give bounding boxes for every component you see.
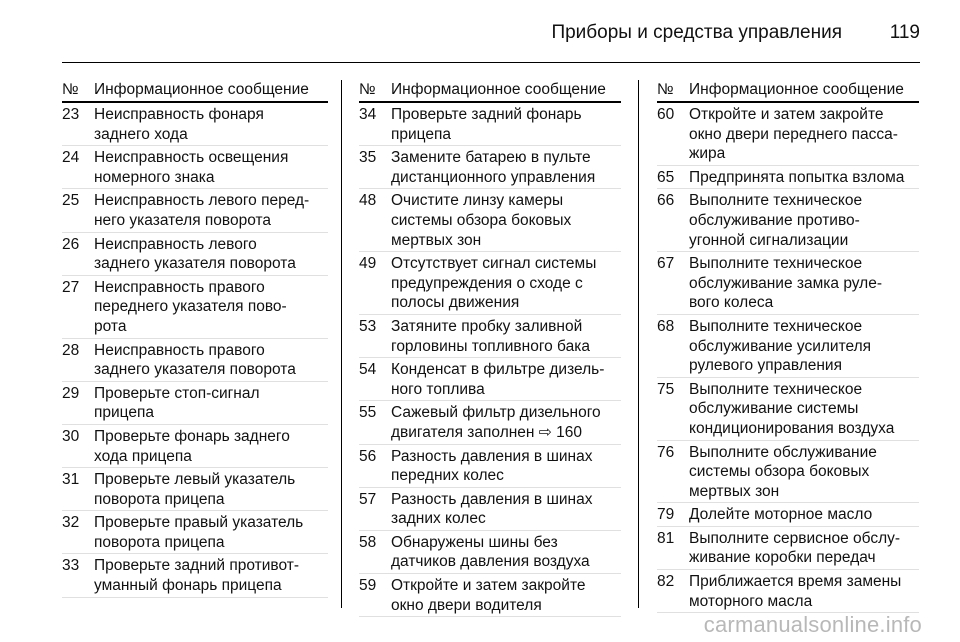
message-text-line: живание коробки передач [689,549,876,567]
header-message-label: Информационное сообщение [689,81,904,98]
message-text-line: системы обзора боковых [391,211,572,229]
table-row [62,382,328,425]
table-header-row [62,80,328,103]
message-text-line: Откройте и затем закройте [689,106,884,123]
header-number-label: № [359,81,376,98]
message-text [391,317,621,356]
message-text-line: Разность давления в шинах [391,447,593,465]
table-row [62,468,328,511]
message-text-line: заднего хода [94,125,188,143]
message-text [689,505,919,525]
message-text-line: поворота прицепа [94,490,225,508]
message-text-line: Проверьте задний противот- [94,557,300,575]
message-text-line: Выполните техническое [689,255,863,273]
message-number: 25 [62,192,80,210]
message-text-line: Предпринята попытка взлома [689,168,905,186]
message-text-line: Проверьте левый указатель [94,471,296,489]
message-text-line: Проверьте стоп-сигнал [94,384,260,402]
table-row [359,103,621,146]
message-number: 67 [657,255,675,273]
message-number: 33 [62,557,80,575]
message-text-line: Неисправность левого перед- [94,192,310,210]
message-text-line: вого колеса [689,294,774,312]
table-row [62,276,328,339]
header-divider [62,62,920,63]
message-text-line: заднего указателя поворота [94,361,296,379]
message-text-line: Неисправность правого [94,278,265,296]
message-text-line: хода прицепа [94,447,192,465]
message-number: 54 [359,361,377,379]
message-text-line: обслуживание усилителя [689,337,872,355]
table-row [62,103,328,146]
table-row [657,503,919,527]
message-text-line: уманный фонарь прицепа [94,577,282,595]
message-text [391,403,621,442]
message-text-line: рота [94,317,127,335]
message-text [689,105,919,164]
message-text-line: ного топлива [391,380,485,398]
message-number: 60 [657,106,675,123]
message-number: 24 [62,149,80,167]
table-row [62,233,328,276]
message-number: 59 [359,577,377,595]
table-row [359,401,621,444]
message-text-line: Очистите линзу камеры [391,192,564,210]
table-row [359,574,621,617]
table-row [657,103,919,166]
message-text-line: рулевого управления [689,357,842,375]
message-text-line: Проверьте правый указатель [94,514,304,532]
message-number: 28 [62,341,80,359]
table-row [359,358,621,401]
message-text-line: кондиционирования воздуха [689,419,895,437]
table-row [359,531,621,574]
message-number: 31 [62,471,80,489]
header-message-label: Информационное сообщение [94,81,309,98]
message-text [94,235,328,274]
message-table-column-3 [657,80,919,613]
table-row [359,252,621,315]
message-text-line: обслуживание замка руле- [689,274,883,292]
message-number: 34 [359,106,377,123]
message-text [94,278,328,337]
message-text-line: задних колес [391,510,486,528]
table-header-row [359,80,621,103]
message-text [391,447,621,486]
message-text-line: Неисправность левого [94,235,257,253]
message-table-column-2 [359,80,621,617]
message-text [391,105,621,144]
message-text-line: Затяните пробку заливной [391,317,583,335]
message-text [689,443,919,502]
message-text-line: Выполните техническое [689,192,863,210]
message-text-line: полосы движения [391,294,520,312]
message-text-line: переднего указателя пово- [94,298,287,316]
message-text-line: дистанционного управления [391,168,596,186]
message-number: 27 [62,278,80,296]
message-text-line: обслуживание системы [689,400,859,418]
message-text [391,360,621,399]
page-title: Приборы и средства управления [551,22,842,43]
message-text [94,470,328,509]
message-text-line: Выполните сервисное обслу- [689,529,901,547]
message-number: 48 [359,192,377,210]
message-number: 75 [657,380,675,398]
message-text-line: Приближается время замены [689,573,902,591]
message-text-line: горловины топливного бака [391,337,590,355]
table-row [359,488,621,531]
table-row [62,146,328,189]
message-text-line: прицепа [391,125,452,143]
message-text-line: заднего указателя поворота [94,255,296,273]
message-text [689,191,919,250]
message-text-line: Отсутствует сигнал системы [391,255,597,273]
message-number: 56 [359,447,377,465]
header-message-label: Информационное сообщение [391,81,606,98]
message-text-line: поворота прицепа [94,533,225,551]
header-number-label: № [62,81,79,98]
message-number: 32 [62,514,80,532]
message-text [94,148,328,187]
table-row [359,315,621,358]
message-text-line: передних колес [391,467,504,485]
message-text-line: Долейте моторное масло [689,506,873,524]
message-text [94,341,328,380]
message-text-line: Проверьте задний фонарь [391,106,582,123]
table-row [657,315,919,378]
message-text-line: обслуживание противо- [689,211,860,229]
message-text [391,148,621,187]
message-text [391,576,621,615]
message-number: 26 [62,235,80,253]
message-text-line: Неисправность фонаря [94,106,264,123]
table-row [62,189,328,232]
table-row [657,441,919,504]
message-number: 29 [62,384,80,402]
message-text-line: Неисправность освещения [94,149,289,167]
message-text-line: Замените батарею в пульте [391,149,591,167]
message-text-line: двигателя заполнен ⇨ 160 [391,423,582,441]
message-text [94,191,328,230]
message-text-line: Проверьте фонарь заднего [94,427,290,445]
message-table-column-1 [62,80,328,598]
message-number: 49 [359,255,377,273]
page-number: 119 [889,22,920,43]
message-text-line: датчиков давления воздуха [391,553,590,571]
message-text-line: моторного масла [689,592,813,610]
table-row [657,570,919,613]
message-text [94,105,328,144]
message-number: 82 [657,573,675,591]
message-number: 30 [62,427,80,445]
message-text-line: Сажевый фильтр дизельного [391,404,601,422]
message-text [94,513,328,552]
message-text [94,427,328,466]
table-header-row [657,80,919,103]
message-text [689,380,919,439]
message-number: 79 [657,506,675,524]
message-text [689,254,919,313]
table-row [62,554,328,597]
message-number: 55 [359,404,377,422]
message-text [391,254,621,313]
message-text-line: Выполните техническое [689,380,863,398]
header-number-label: № [657,81,674,98]
message-text [391,490,621,529]
message-text [94,384,328,423]
message-text [689,168,919,188]
message-text-line: него указателя поворота [94,211,272,229]
message-text-line: угонной сигнализации [689,231,849,249]
message-text-line: окно двери водителя [391,596,542,614]
page-header [0,0,960,62]
table-row [657,166,919,190]
message-text-line: Выполните обслуживание [689,443,877,461]
message-number: 68 [657,317,675,335]
message-text-line: жира [689,145,726,163]
message-number: 65 [657,168,675,186]
message-text-line: Выполните техническое [689,317,863,335]
message-text [391,191,621,250]
message-number: 58 [359,533,377,551]
table-row [359,146,621,189]
message-text [689,317,919,376]
message-text-line: Обнаружены шины без [391,533,558,551]
message-number: 57 [359,490,377,508]
watermark-text: carmanualsonline.info [703,612,922,637]
message-text-line: Неисправность правого [94,341,265,359]
column-divider [341,80,342,608]
table-row [359,189,621,252]
message-text [391,533,621,572]
message-number: 53 [359,317,377,335]
table-row [657,189,919,252]
message-number: 66 [657,192,675,210]
table-row [657,252,919,315]
message-text [689,529,919,568]
message-text-line: окно двери переднего пасса- [689,125,898,143]
column-divider [638,80,639,608]
message-number: 23 [62,106,80,123]
table-row [62,511,328,554]
message-number: 81 [657,529,675,547]
message-text-line: системы обзора боковых [689,463,870,481]
table-row [62,339,328,382]
message-number: 76 [657,443,675,461]
message-text-line: предупреждения о сходе с [391,274,583,292]
message-text-line: Конденсат в фильтре дизель- [391,361,605,379]
table-row [657,527,919,570]
message-text-line: мертвых зон [689,482,780,500]
table-row [359,445,621,488]
table-row [62,425,328,468]
table-row [657,378,919,441]
message-number: 35 [359,149,377,167]
message-text-line: прицепа [94,404,155,422]
message-text-line: мертвых зон [391,231,482,249]
message-text-line: Разность давления в шинах [391,490,593,508]
message-text-line: номерного знака [94,168,215,186]
message-text-line: Откройте и затем закройте [391,577,586,595]
message-text [94,556,328,595]
message-text [689,572,919,611]
